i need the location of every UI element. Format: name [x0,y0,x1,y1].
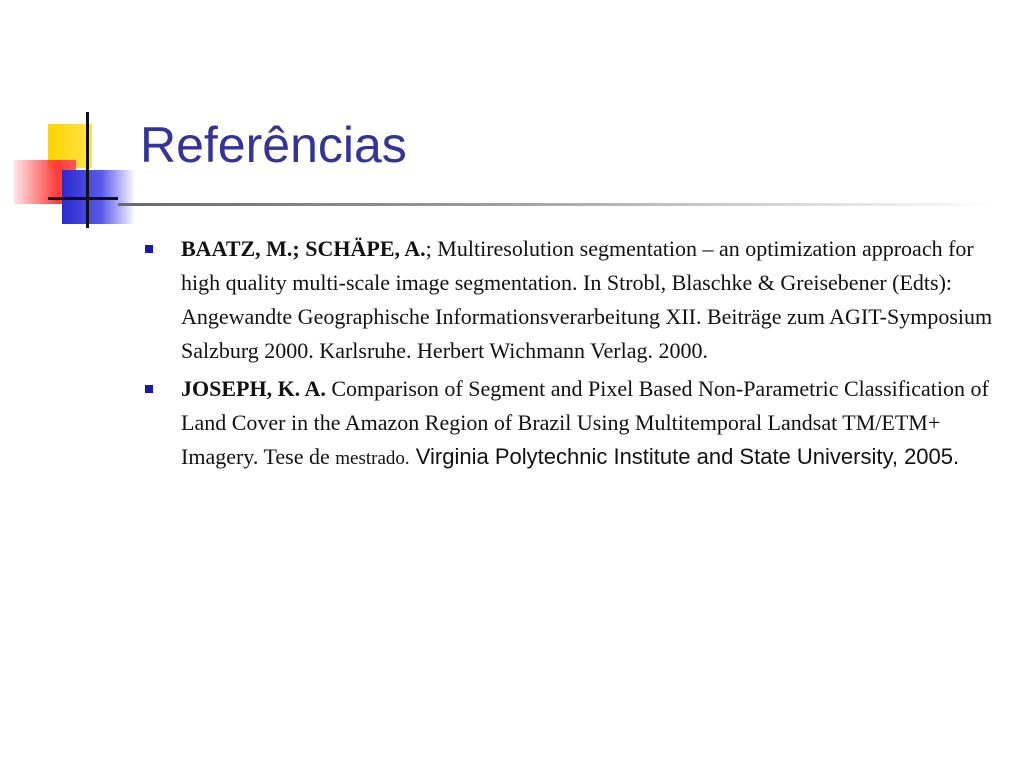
reference-item [145,232,995,368]
bullet-icon [145,245,153,253]
reference-list [145,232,995,480]
slide-title: Referências [140,117,407,173]
reference-author: JOSEPH, K. A. [181,376,326,401]
logo-horizontal-line [48,197,118,200]
logo-vertical-line [86,112,89,228]
reference-separator: ; [425,236,432,261]
reference-item [145,372,995,476]
reference-text-sans: Virginia Polytechnic Institute and State University, 2005. [409,444,960,469]
reference-text: Comparison of Segment and Pixel Based Non-Parametric Classification of Land Cover in the Amazon Region of Brazil Using Multitemporal Landsat TM/ETM+ Imagery. Tese de [181,376,989,469]
title-divider [118,203,998,206]
reference-text-small: mestrado. [335,448,410,469]
reference-author: BAATZ, M.; SCHÄPE, A. [181,236,426,261]
bullet-icon [145,385,153,393]
reference-text: Multiresolution segmentation – an optimization approach for high quality multi-scale image segmentation. In Strobl, Blaschke & Greisebener (Edts): Angewandte Geographische Informationsverarbeitung XII. Beiträge zum AGIT-Symposium Salzburg 2000. Karlsruhe. Herbert Wichmann Verlag. 2000. [181,236,993,363]
